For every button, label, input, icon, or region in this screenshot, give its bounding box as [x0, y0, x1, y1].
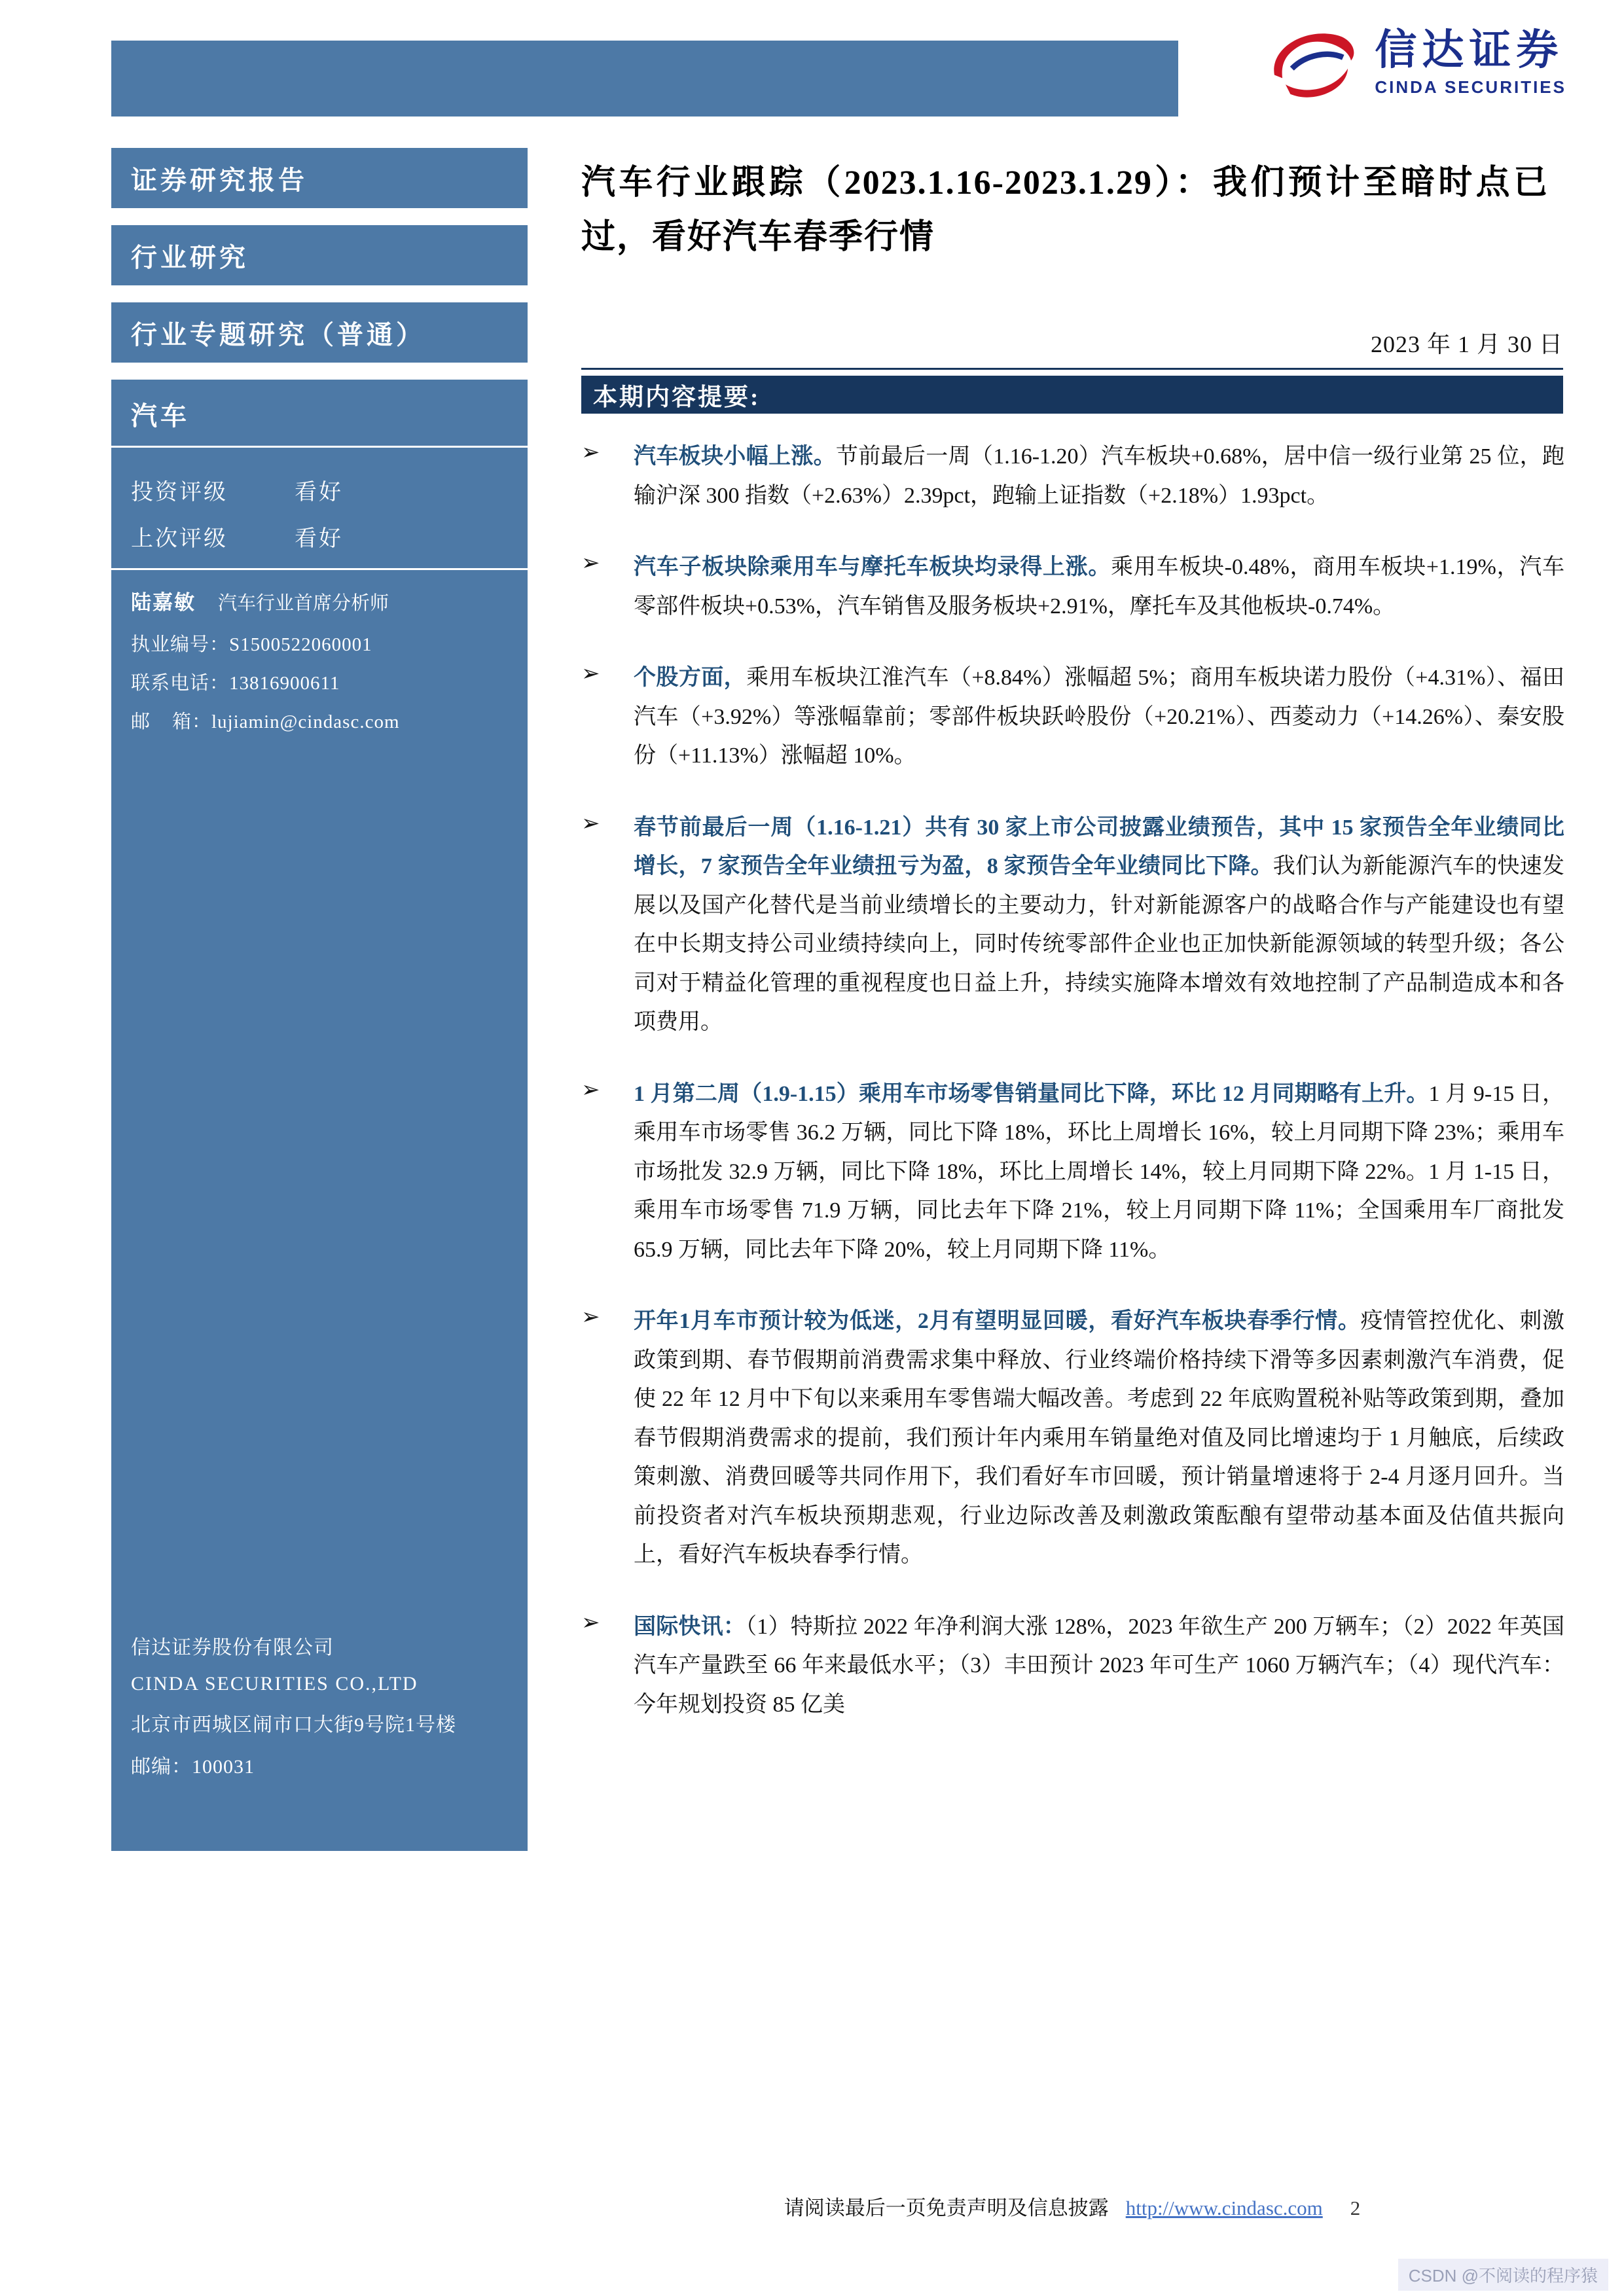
- report-title: 汽车行业跟踪（2023.1.16-2023.1.29）：我们预计至暗时点已过，看好汽车春季行情: [581, 164, 1549, 257]
- bullet-body: 乘用车板块-0.48%，商用车板块+1.19%，汽车零部件板块+0.53%，汽车销售及服务板块+2.91%，摩托车及其他板块-0.74%。: [634, 555, 1565, 619]
- bullet-lead: 汽车子板块除乘用车与摩托车板块均录得上涨。: [634, 555, 1111, 579]
- bullet-body: 我们认为新能源汽车的快速发展以及国产化替代是当前业绩增长的主要动力，针对新能源客户的战略合作与产能建设也有望在中长期支持公司业绩持续向上，同时传统零部件企业也正加快新能源领域的转型升级；各公司对于精益化管理的重视程度也日益上升，持续实施降本增效有效地控制了产品制造成本和各项费用。: [634, 854, 1565, 1034]
- brand-logo: [1262, 22, 1566, 102]
- bullet-item: [581, 1075, 1564, 1270]
- cinda-swoosh-icon: [1262, 22, 1360, 102]
- bullet-arrow-icon: ➢: [581, 1076, 600, 1103]
- footer-disclaimer: 请阅读最后一页免责声明及信息披露: [784, 2197, 1109, 2219]
- sidebar-spacer: [111, 753, 528, 1618]
- brand-name-cn: 信达证券: [1375, 26, 1564, 74]
- analyst-license-no: 执业编号：S1500522060001: [131, 634, 372, 655]
- header-rule: [581, 368, 1563, 370]
- bullet-lead: 开年1月车市预计较为低迷，2月有望明显回暖，看好汽车板块春季行情。: [634, 1309, 1361, 1333]
- analyst-email: 邮 箱：lujiamin@cindasc.com: [131, 711, 400, 732]
- industry-label: 汽车: [131, 401, 190, 431]
- bullet-item: [581, 808, 1564, 1042]
- csdn-watermark: CSDN @不阅读的程序猿: [1398, 2259, 1608, 2291]
- company-address: 北京市西城区闹市口大街9号院1号楼: [131, 1714, 456, 1736]
- analyst-name-row: [131, 586, 508, 615]
- company-name-en: CINDA SECURITIES CO.,LTD: [131, 1673, 418, 1695]
- analyst-title: 汽车行业首席分析师: [218, 593, 389, 614]
- analyst-block: [111, 570, 528, 753]
- bullet-arrow-icon: ➢: [581, 1609, 600, 1636]
- bullet-text: [634, 1075, 1564, 1270]
- sidebar-box-research-type: 行业研究: [111, 225, 528, 285]
- bullet-arrow-icon: ➢: [581, 550, 600, 576]
- bullet-text: [634, 658, 1564, 776]
- bullet-arrow-icon: ➢: [581, 660, 600, 687]
- bullet-arrow-icon: ➢: [581, 439, 600, 465]
- bullet-body: 1 月 9-15 日，乘用车市场零售 36.2 万辆，同比下降 18%，环比上周增长 16%，较上月同期下降 23%；乘用车市场批发 32.9 万辆，同比下降 18%，环比上周增长 14%，较上月同期下降 22%。1 月 1-15 日，乘用车市场零售 71.9 万辆，同比去年下降 21%，较上月同期下降 11%；全国乘用车厂商批发 65.9 万辆，同比去年下降 20%，较上月同期下降 11%。: [634, 1081, 1564, 1262]
- ratings-block: [111, 448, 528, 568]
- brand-text: [1375, 27, 1566, 97]
- company-postcode: 邮编：100031: [131, 1756, 255, 1778]
- rating-row-previous: [131, 520, 508, 552]
- top-bar: [111, 41, 1178, 117]
- bullet-item: [581, 658, 1564, 776]
- bullet-text: [634, 548, 1564, 626]
- bullet-lead: 春节前最后一周（1.16-1.21）共有 30 家上市公司披露业绩预告，其中 15 家预告全年业绩同比增长，7 家预告全年业绩扭亏为盈，8 家预告全年业绩同比下降。: [634, 815, 1564, 878]
- section-header-label: 本期内容提要:: [593, 384, 761, 411]
- bullet-body: （1）特斯拉 2022 年净利润大涨 128%，2023 年欲生产 200 万辆车；（2）2022 年英国汽车产量跌至 66 年来最低水平；（3）丰田预计 2023 年可生产 1060 万辆汽车；（4）现代汽车：今年规划投资 85 亿美: [634, 1614, 1565, 1717]
- analyst-phone: 联系电话：13816900611: [131, 673, 340, 694]
- bullet-lead: 国际快讯：: [634, 1614, 746, 1639]
- rating-label: 上次评级: [131, 527, 228, 551]
- bullet-lead: 个股方面，: [634, 666, 747, 690]
- section-header-bar: [581, 376, 1563, 414]
- bullet-item: [581, 1607, 1564, 1725]
- bullet-lead: 1 月第二周（1.9-1.15）乘用车市场零售销量同比下降，环比 12 月同期略有上升。: [634, 1081, 1429, 1106]
- analyst-name: 陆嘉敏: [131, 591, 196, 614]
- page-footer: [581, 2191, 1563, 2221]
- bullet-body: 乘用车板块江淮汽车（+8.84%）涨幅超 5%；商用车板块诺力股份（+4.31%）、福田汽车（+3.92%）等涨幅靠前；零部件板块跃岭股份（+20.21%）、西菱动力（+14.26%）、秦安股份（+11.13%）涨幅超 10%。: [634, 666, 1564, 768]
- bullet-item: [581, 437, 1564, 515]
- sidebar-box-topic-type: 行业专题研究（普通）: [111, 302, 528, 363]
- bullet-text: [634, 1302, 1564, 1575]
- report-date: 2023 年 1 月 30 日: [1370, 331, 1563, 357]
- rating-value: 看好: [295, 527, 343, 551]
- page-number: 2: [1350, 2197, 1361, 2219]
- company-block: [111, 1618, 528, 1851]
- bullet-item: [581, 548, 1564, 626]
- sidebar-panel: [111, 380, 528, 1851]
- bullet-body: 节前最后一周（1.16-1.20）汽车板块+0.68%，居中信一级行业第 25 位，跑输沪深 300 指数（+2.63%）2.39pct，跑输上证指数（+2.18%）1.93pct。: [634, 444, 1564, 508]
- sidebar-box-report-type: 证券研究报告: [111, 148, 528, 208]
- bullet-body: 疫情管控优化、刺激政策到期、春节假期前消费需求集中释放、行业终端价格持续下滑等多因素刺激汽车消费，促使 22 年 12 月中下旬以来乘用车零售端大幅改善。考虑到 22 年底购置税补贴等政策到期，叠加春节假期消费需求的提前，我们预计年内乘用车销量绝对值及同比增速均于 1 月触底，后续政策刺激、消费回暖等共同作用下，我们看好车市回暖，预计销量增速将于 2-4 月逐月回升。当前投资者对汽车板块预期悲观，行业边际改善及刺激政策酝酿有望带动基本面及估值共振向上，看好汽车板块春季行情。: [634, 1309, 1565, 1567]
- footer-url-link[interactable]: http://www.cindasc.com: [1125, 2197, 1323, 2219]
- bullet-arrow-icon: ➢: [581, 810, 600, 836]
- company-name-cn: 信达证券股份有限公司: [131, 1637, 334, 1659]
- rating-label: 投资评级: [131, 480, 228, 505]
- bullet-arrow-icon: ➢: [581, 1304, 600, 1330]
- summary-bullets: [581, 437, 1564, 1757]
- bullet-text: [634, 1607, 1564, 1725]
- bullet-text: [634, 437, 1564, 515]
- brand-name-en: CINDA SECURITIES: [1375, 77, 1566, 97]
- bullet-text: [634, 808, 1564, 1042]
- rating-value: 看好: [295, 480, 343, 505]
- rating-row-current: [131, 474, 508, 506]
- bullet-lead: 汽车板块小幅上涨。: [634, 444, 836, 469]
- bullet-item: [581, 1302, 1564, 1575]
